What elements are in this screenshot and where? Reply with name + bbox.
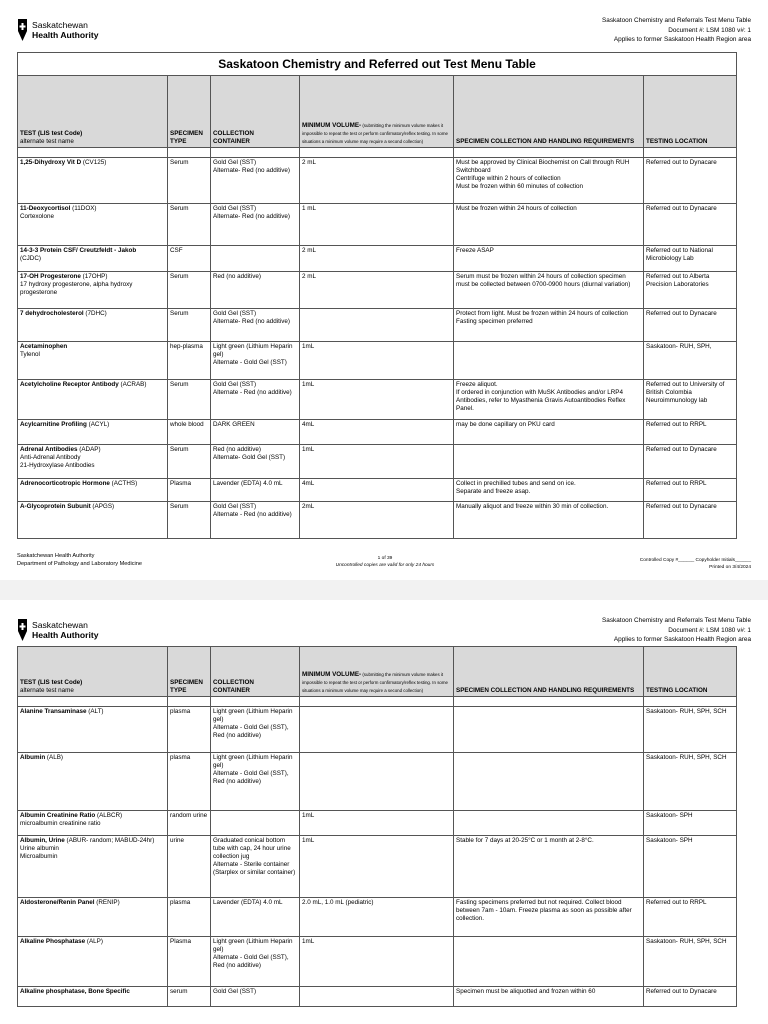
specimen-cell: Serum	[168, 445, 211, 479]
test-cell	[18, 158, 168, 204]
alternate-name: Anti-Adrenal Antibody 21-Hydroxylase Antibodies	[20, 454, 95, 470]
table-row	[18, 272, 737, 309]
table-row	[18, 420, 737, 445]
test-cell	[18, 502, 168, 539]
test-name: A-Glycoprotein Subunit	[20, 503, 91, 510]
test-name: Albumin, Urine	[20, 837, 65, 844]
container-cell: Red (no additive)	[211, 272, 300, 309]
test-code: (17OHP)	[80, 273, 108, 280]
test-code: (ACTHS)	[109, 480, 138, 487]
table-row	[18, 753, 737, 811]
test-cell	[18, 987, 168, 1007]
location-cell: Referred out to National Microbiology Lab	[644, 246, 737, 272]
document-header	[602, 16, 751, 45]
col-header-test: TEST (LIS test Code) alternate test name	[18, 76, 168, 148]
saskatchewan-logo-icon	[17, 618, 28, 642]
printed-date: Printed on 3/4/2024	[709, 565, 751, 570]
table-row	[18, 158, 737, 204]
location-cell: Referred out to RRPL	[644, 898, 737, 937]
container-cell: Gold Gel (SST) Alternate- Red (no additive)	[211, 204, 300, 246]
test-cell	[18, 707, 168, 753]
container-cell: Light green (Lithium Heparin gel) Alternate - Gold Gel (SST)	[211, 342, 300, 380]
alternate-name: Urine albumin Microalbumin	[20, 845, 59, 861]
location-cell: Referred out to University of British Colombia Neuroimmunology lab	[644, 380, 737, 420]
container-cell: Red (no additive) Alternate- Gold Gel (SST)	[211, 445, 300, 479]
location-cell: Referred out to Dynacare	[644, 987, 737, 1007]
location-cell: Saskatoon- RUH, SPH, SCH	[644, 937, 737, 987]
test-code: (ALB)	[45, 754, 64, 761]
specimen-cell: plasma	[168, 707, 211, 753]
test-code: (ACYL)	[86, 421, 110, 428]
org-name-line2: Health Authority	[32, 630, 99, 640]
location-cell: Referred out to Dynacare	[644, 445, 737, 479]
min-volume-cell: 1 mL	[300, 204, 454, 246]
footer-middle	[300, 555, 470, 569]
container-cell: Gold Gel (SST) Alternate- Red (no additive)	[211, 158, 300, 204]
specimen-cell: Serum	[168, 204, 211, 246]
location-cell: Referred out to Dynacare	[644, 204, 737, 246]
specimen-cell: Serum	[168, 380, 211, 420]
specimen-cell: plasma	[168, 753, 211, 811]
table-row	[18, 707, 737, 753]
specimen-cell: serum	[168, 987, 211, 1007]
test-cell	[18, 445, 168, 479]
specimen-cell: Plasma	[168, 937, 211, 987]
container-cell: Gold Gel (SST) Alternate- Red (no additive)	[211, 309, 300, 342]
test-cell	[18, 246, 168, 272]
test-name: Acetylcholine Receptor Antibody	[20, 381, 119, 388]
location-cell: Referred out to Dynacare	[644, 502, 737, 539]
test-code: (ABUR- random; MABUD-24hr)	[64, 837, 155, 844]
handling-cell	[454, 445, 644, 479]
min-volume-cell: 1mL	[300, 811, 454, 836]
saskatchewan-logo-icon	[17, 18, 28, 42]
min-volume-cell: 1mL	[300, 836, 454, 898]
test-cell	[18, 753, 168, 811]
location-cell: Referred out to Dynacare	[644, 158, 737, 204]
specimen-cell: CSF	[168, 246, 211, 272]
handling-cell	[454, 753, 644, 811]
col-header-specimen: SPECIMEN TYPE	[168, 647, 211, 697]
footer-org: Saskatchewan Health Authority	[17, 553, 95, 559]
specimen-cell: Serum	[168, 309, 211, 342]
alternate-name: Tylenol	[20, 351, 40, 359]
container-cell: Gold Gel (SST)	[211, 987, 300, 1007]
test-cell	[18, 811, 168, 836]
test-name: Adrenal Antibodies	[20, 446, 78, 453]
alternate-name: 17 hydroxy progesterone, alpha hydroxy progesterone	[20, 281, 133, 297]
min-volume-cell: 1mL	[300, 937, 454, 987]
test-name: Alkaline Phosphatase	[20, 938, 86, 945]
min-volume-cell: 2mL	[300, 502, 454, 539]
page-separator	[0, 580, 768, 600]
table-row	[18, 204, 737, 246]
footer-left	[17, 552, 142, 568]
container-cell: Light green (Lithium Heparin gel) Alternate - Gold Gel (SST), Red (no additive)	[211, 753, 300, 811]
test-code: (ALT)	[86, 708, 104, 715]
test-code: (CV125)	[81, 159, 107, 166]
test-name: 1,25-Dihydroxy Vit D	[20, 159, 82, 166]
controlled-copy: Controlled Copy #______ Copyholder Initials______	[639, 558, 751, 563]
test-cell	[18, 342, 168, 380]
alternate-name: Cortexolone	[20, 213, 54, 221]
handling-cell: Manually aliquot and freeze within 30 min of collection.	[454, 502, 644, 539]
container-cell	[211, 811, 300, 836]
specimen-cell: urine	[168, 836, 211, 898]
test-cell	[18, 309, 168, 342]
document-title-small: Saskatoon Chemistry and Referrals Test Menu Table	[602, 617, 751, 624]
table-row	[18, 380, 737, 420]
alternate-name: microalbumin creatinine ratio	[20, 820, 101, 828]
table-row	[18, 898, 737, 937]
min-volume-cell	[300, 753, 454, 811]
test-name: 14-3-3 Protein CSF/ Creutzfeldt - Jakob	[20, 247, 137, 254]
table-row	[18, 479, 737, 502]
specimen-cell: hep-plasma	[168, 342, 211, 380]
handling-cell	[454, 937, 644, 987]
test-menu-table	[17, 52, 737, 539]
table-row	[18, 836, 737, 898]
table-row	[18, 937, 737, 987]
col-header-location: TESTING LOCATION	[644, 647, 737, 697]
table-row	[18, 502, 737, 539]
table-row	[18, 309, 737, 342]
min-volume-cell: 2 mL	[300, 246, 454, 272]
specimen-cell: random urine	[168, 811, 211, 836]
specimen-cell: Serum	[168, 502, 211, 539]
handling-cell	[454, 342, 644, 380]
table-body	[18, 158, 737, 539]
test-name: 7 dehydrocholesterol	[20, 310, 84, 317]
handling-cell: Serum must be frozen within 24 hours of collection specimen must be collected between 0700-0900 hours (diurnal variation)	[454, 272, 644, 309]
test-name: Albumin Creatinine Ratio	[20, 812, 96, 819]
test-name: Aldosterone/Renin Panel	[20, 899, 95, 906]
col-header-min-volume: MINIMUM VOLUME- (submitting the minimum volume makes it impossible to repeat the test or perform confirmatory/reflex testing. In some situations a minimum volume may require a second collection)	[300, 647, 454, 697]
org-name-line2: Health Authority	[32, 30, 99, 40]
test-name: Acetaminophen	[20, 343, 68, 350]
specimen-cell: whole blood	[168, 420, 211, 445]
page-number: 1 of 39	[377, 556, 393, 561]
col-header-container: COLLECTION CONTAINER	[211, 647, 300, 697]
test-name: Adrenocorticotropic Hormone	[20, 480, 110, 487]
table-row	[18, 342, 737, 380]
test-name: 17-OH Progesterone	[20, 273, 81, 280]
specimen-cell: Plasma	[168, 479, 211, 502]
container-cell: Gold Gel (SST) Alternate - Red (no additive)	[211, 380, 300, 420]
handling-cell: Specimen must be aliquotted and frozen within 60	[454, 987, 644, 1007]
container-cell: Light green (Lithium Heparin gel) Alternate - Gold Gel (SST), Red (no additive)	[211, 707, 300, 753]
min-volume-cell: 2.0 mL, 1.0 mL (pediatric)	[300, 898, 454, 937]
min-volume-cell	[300, 309, 454, 342]
test-cell	[18, 479, 168, 502]
col-header-handling: SPECIMEN COLLECTION AND HANDLING REQUIREMENTS	[454, 76, 644, 148]
test-menu-table	[17, 646, 737, 1007]
container-cell: Light green (Lithium Heparin gel) Alternate - Gold Gel (SST), Red (no additive)	[211, 937, 300, 987]
sha-logo	[17, 18, 99, 42]
min-volume-cell: 1mL	[300, 342, 454, 380]
handling-cell	[454, 707, 644, 753]
table-row	[18, 246, 737, 272]
table-row	[18, 445, 737, 479]
location-cell: Referred out to RRPL	[644, 420, 737, 445]
test-code: (11DOX)	[70, 205, 97, 212]
footer-dept: Department of Pathology and Laboratory Medicine	[17, 561, 143, 567]
uncontrolled-note: Uncontrolled copies are valid for only 24 hours	[335, 563, 435, 568]
test-name: Alanine Transaminase	[20, 708, 87, 715]
min-volume-cell: 2 mL	[300, 158, 454, 204]
container-cell: Lavender (EDTA) 4.0 mL	[211, 479, 300, 502]
test-code: (ACRAB)	[118, 381, 147, 388]
test-name: Albumin	[20, 754, 46, 761]
test-code: (CJDC)	[20, 255, 41, 263]
location-cell: Saskatoon- RUH, SPH,	[644, 342, 737, 380]
min-volume-cell: 1mL	[300, 445, 454, 479]
container-cell: Gold Gel (SST) Alternate - Red (no additive)	[211, 502, 300, 539]
footer-right	[640, 557, 751, 571]
table-row	[18, 987, 737, 1007]
test-cell	[18, 204, 168, 246]
document-page-2	[0, 600, 768, 1024]
col-header-location: TESTING LOCATION	[644, 76, 737, 148]
test-code: (APGS)	[90, 503, 115, 510]
min-volume-cell	[300, 707, 454, 753]
table-body	[18, 707, 737, 1007]
min-volume-cell: 1mL	[300, 380, 454, 420]
container-cell: Lavender (EDTA) 4.0 mL	[211, 898, 300, 937]
min-volume-cell: 4mL	[300, 420, 454, 445]
document-number: Document #: LSM 1080 v#: 1	[668, 26, 751, 34]
col-header-handling: SPECIMEN COLLECTION AND HANDLING REQUIREMENTS	[454, 647, 644, 697]
handling-cell: Freeze ASAP	[454, 246, 644, 272]
specimen-cell: Serum	[168, 272, 211, 309]
org-name-line1: Saskatchewan	[32, 20, 88, 30]
handling-cell	[454, 811, 644, 836]
handling-cell: Freeze aliquot. If ordered in conjunction with MuSK Antibodies and/or LRP4 Antibodies, refer to Myasthenia Gravis Autoantibodies Reflex Panel.	[454, 380, 644, 420]
applies-to: Applies to former Saskatoon Health Region area	[613, 636, 751, 643]
specimen-cell: Serum	[168, 158, 211, 204]
spacer-row	[18, 148, 737, 158]
specimen-cell: plasma	[168, 898, 211, 937]
handling-cell: may be done capillary on PKU card	[454, 420, 644, 445]
container-cell	[211, 246, 300, 272]
test-name: Alkaline phosphatase, Bone Specific	[20, 988, 130, 995]
test-cell	[18, 272, 168, 309]
test-cell	[18, 937, 168, 987]
spacer-row	[18, 697, 737, 707]
test-cell	[18, 380, 168, 420]
test-code: (ALBCR)	[95, 812, 123, 819]
col-header-test: TEST (LIS test Code) alternate test name	[18, 647, 168, 697]
min-volume-cell	[300, 987, 454, 1007]
test-code: (ADAP)	[77, 446, 101, 453]
table-row	[18, 811, 737, 836]
location-cell: Referred out to Dynacare	[644, 309, 737, 342]
test-code: (ALP)	[85, 938, 103, 945]
test-code: (7DHC)	[83, 310, 107, 317]
document-header	[602, 616, 751, 645]
container-cell: Graduated conical bottom tube with cap, 24 hour urine collection jug Alternate - Sterile container (Starplex or similar container)	[211, 836, 300, 898]
location-cell: Referred out to Alberta Precision Laboratories	[644, 272, 737, 309]
min-volume-cell: 4mL	[300, 479, 454, 502]
test-cell	[18, 836, 168, 898]
handling-cell: Fasting specimens preferred but not required. Collect blood between 7am - 10am. Freeze plasma as soon as possible after collection.	[454, 898, 644, 937]
container-cell: DARK GREEN	[211, 420, 300, 445]
min-volume-cell: 2 mL	[300, 272, 454, 309]
applies-to: Applies to former Saskatoon Health Region area	[613, 36, 751, 43]
test-name: 11-Deoxycortisol	[20, 205, 71, 212]
org-name-line1: Saskatchewan	[32, 620, 88, 630]
col-header-container: COLLECTION CONTAINER	[211, 76, 300, 148]
document-title-small: Saskatoon Chemistry and Referrals Test Menu Table	[602, 17, 751, 24]
col-header-specimen: SPECIMEN TYPE	[168, 76, 211, 148]
location-cell: Saskatoon- RUH, SPH, SCH	[644, 753, 737, 811]
test-cell	[18, 420, 168, 445]
handling-cell: Must be approved by Clinical Biochemist on Call through RUH Switchboard Centrifuge within 2 hours of collection Must be frozen within 60 minutes of collection	[454, 158, 644, 204]
col-header-min-volume: MINIMUM VOLUME- (submitting the minimum volume makes it impossible to repeat the test or perform confirmatory/reflex testing. In some situations a minimum volume may require a second collection)	[300, 76, 454, 148]
table-title: Saskatoon Chemistry and Referred out Test Menu Table	[18, 53, 737, 76]
document-number: Document #: LSM 1080 v#: 1	[668, 626, 751, 634]
test-code: (RENIP)	[94, 899, 120, 906]
sha-logo	[17, 618, 99, 642]
location-cell: Saskatoon- SPH	[644, 836, 737, 898]
handling-cell: Must be frozen within 24 hours of collection	[454, 204, 644, 246]
handling-cell: Protect from light. Must be frozen within 24 hours of collection Fasting specimen preferred	[454, 309, 644, 342]
location-cell: Saskatoon- RUH, SPH, SCH	[644, 707, 737, 753]
location-cell: Saskatoon- SPH	[644, 811, 737, 836]
handling-cell: Stable for 7 days at 20-25°C or 1 month at 2-8°C.	[454, 836, 644, 898]
location-cell: Referred out to RRPL	[644, 479, 737, 502]
test-name: Acylcarnitine Profiling	[20, 421, 87, 428]
test-cell	[18, 898, 168, 937]
handling-cell: Collect in prechilled tubes and send on ice. Separate and freeze asap.	[454, 479, 644, 502]
